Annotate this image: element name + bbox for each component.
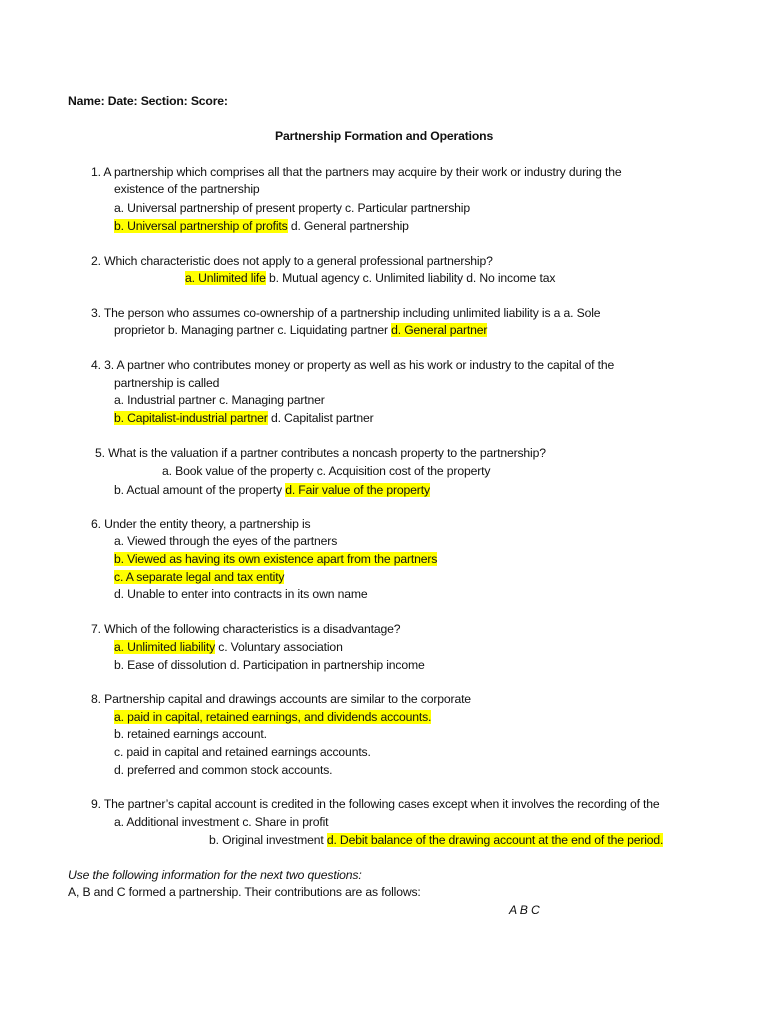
q1-stem-line1: 1. A partnership which comprises all that the partners may acquire by their work or industry during the bbox=[91, 165, 622, 179]
q9-option-line1: a. Additional investment c. Share in profit bbox=[114, 815, 329, 829]
page-title: Partnership Formation and Operations bbox=[275, 129, 494, 143]
q4-option-rest: d. Capitalist partner bbox=[267, 411, 374, 425]
info-intro: Use the following information for the next two questions: bbox=[68, 868, 362, 882]
q8-option-c: c. paid in capital and retained earnings accounts. bbox=[114, 745, 371, 759]
q9-answer-highlight: d. Debit balance of the drawing account at the end of the period. bbox=[326, 833, 664, 847]
info-columns: A B C bbox=[509, 903, 540, 917]
q8-stem: 8. Partnership capital and drawings accounts are similar to the corporate bbox=[91, 692, 471, 706]
q6-option-b bbox=[114, 551, 437, 567]
q5-option-start: b. Actual amount of the property bbox=[114, 483, 286, 497]
q4-stem-line2: partnership is called bbox=[114, 376, 220, 390]
q1-answer-highlight: b. Universal partnership of profits bbox=[114, 219, 288, 233]
q4-stem-line1: 4. 3. A partner who contributes money or property as well as his work or industry to the capital of the bbox=[91, 358, 615, 372]
q6-answer-b-highlight: b. Viewed as having its own existence apart from the partners bbox=[114, 552, 438, 566]
q5-answer-highlight: d. Fair value of the property bbox=[285, 483, 430, 497]
q6-answer-c-highlight: c. A separate legal and tax entity bbox=[114, 570, 285, 584]
q1-option-line2 bbox=[114, 218, 409, 234]
q4-option-line1: a. Industrial partner c. Managing partner bbox=[114, 393, 325, 407]
q4-answer-highlight: b. Capitalist-industrial partner bbox=[114, 411, 268, 425]
q8-answer-highlight: a. paid in capital, retained earnings, and dividends accounts. bbox=[114, 710, 432, 724]
q5-stem: 5. What is the valuation if a partner contributes a noncash property to the partnership? bbox=[95, 446, 546, 460]
q2-answer-highlight: a. Unlimited life bbox=[185, 271, 266, 285]
q8-option-b: b. retained earnings account. bbox=[114, 727, 267, 741]
q1-option-line1: a. Universal partnership of present property c. Particular partnership bbox=[114, 201, 470, 215]
header-fields: Name: Date: Section: Score: bbox=[68, 94, 228, 108]
q9-option-start: b. Original investment bbox=[209, 833, 327, 847]
q8-option-a bbox=[114, 709, 431, 725]
q3-option-start: proprietor b. Managing partner c. Liquidating partner bbox=[114, 323, 392, 337]
q7-option-rest: c. Voluntary association bbox=[215, 640, 343, 654]
q7-option-line2: b. Ease of dissolution d. Participation in partnership income bbox=[114, 658, 425, 672]
q6-option-c bbox=[114, 569, 284, 585]
q7-option-line1 bbox=[114, 639, 343, 655]
q3-options bbox=[114, 322, 487, 338]
q4-option-line2 bbox=[114, 410, 373, 426]
q5-option-line2 bbox=[114, 482, 430, 498]
q8-option-d: d. preferred and common stock accounts. bbox=[114, 763, 333, 777]
q2-option-rest: b. Mutual agency c. Unlimited liability d. No income tax bbox=[265, 271, 556, 285]
info-line: A, B and C formed a partnership. Their contributions are as follows: bbox=[68, 885, 421, 899]
q7-stem: 7. Which of the following characteristics is a disadvantage? bbox=[91, 622, 401, 636]
q3-stem-line1: 3. The person who assumes co-ownership of a partnership including unlimited liability is a a. Sole bbox=[91, 306, 601, 320]
q5-option-line1: a. Book value of the property c. Acquisition cost of the property bbox=[162, 464, 491, 478]
q6-option-d: d. Unable to enter into contracts in its own name bbox=[114, 587, 368, 601]
q6-stem: 6. Under the entity theory, a partnership is bbox=[91, 517, 311, 531]
q9-stem: 9. The partner’s capital account is credited in the following cases except when it involves the recording of the bbox=[91, 797, 660, 811]
q2-options bbox=[185, 270, 555, 286]
q3-answer-highlight: d. General partner bbox=[391, 323, 488, 337]
q1-stem-line2: existence of the partnership bbox=[114, 182, 260, 196]
q9-option-line2 bbox=[209, 832, 663, 848]
q2-stem: 2. Which characteristic does not apply to a general professional partnership? bbox=[91, 254, 493, 268]
q6-option-a: a. Viewed through the eyes of the partners bbox=[114, 534, 338, 548]
q1-option-rest: d. General partnership bbox=[287, 219, 409, 233]
q7-answer-highlight: a. Unlimited liability bbox=[114, 640, 216, 654]
